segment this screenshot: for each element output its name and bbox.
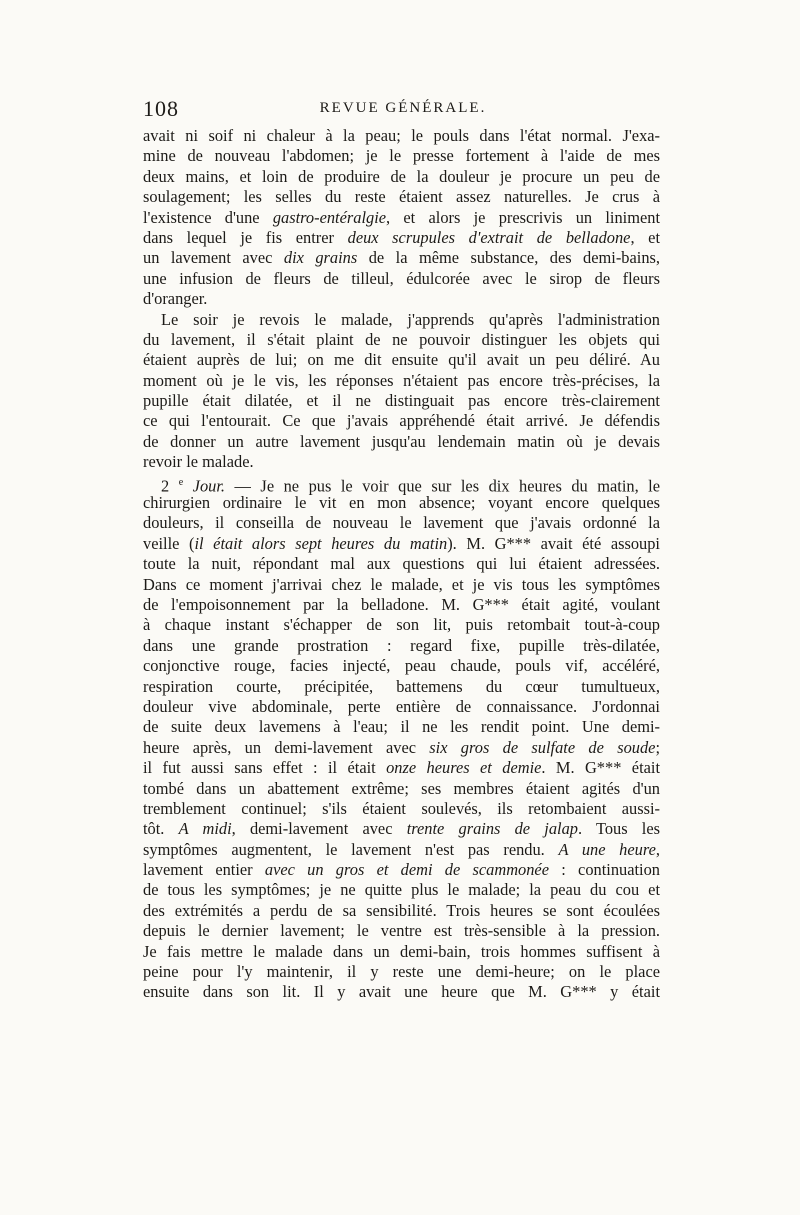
text-line: moment où je le vis, les réponses n'étaient pas encore très-précises, la: [143, 370, 660, 390]
text-segment: symptômes augmentent, le lavement n'est pas rendu.: [143, 839, 559, 859]
italic-text: Jour.: [183, 476, 226, 496]
text-line: douleur vive abdominale, perte entière de connaissance. J'ordonnai: [143, 696, 660, 716]
text-segment: un lavement avec: [143, 248, 284, 268]
text-line: [143, 248, 660, 268]
text-segment: : continuation: [548, 860, 660, 880]
text-segment: il fut aussi sans effet : il était: [143, 758, 387, 778]
italic-text: A midi: [178, 819, 232, 839]
text-segment: — Je ne pus le voir que sur les dix heures du matin, le: [225, 476, 661, 496]
italic-text: avec un gros et demi de scammonée: [264, 860, 549, 880]
italic-text: dix grains: [283, 248, 358, 268]
text-segment: veille (: [143, 533, 195, 553]
text-line: [143, 840, 660, 860]
text-line: [143, 819, 660, 839]
running-title: REVUE GÉNÉRALE.: [319, 100, 487, 116]
text-line: de suite deux lavemens à l'eau; il ne les rendit point. Une demi-: [143, 717, 660, 737]
text-segment: , et: [630, 227, 661, 247]
text-line: de l'empoisonnement par la belladone. M. G*** était agité, voulant: [143, 594, 660, 614]
text-line: Dans ce moment j'arrivai chez le malade, et je vis tous les symptômes: [143, 574, 660, 594]
text-line: à chaque instant s'échapper de son lit, puis retombait tout-à-coup: [143, 615, 660, 635]
text-line: Le soir je revois le malade, j'apprends qu'après l'administration: [161, 309, 660, 329]
italic-text: six gros de sulfate de soude: [429, 737, 656, 757]
body-text: [143, 126, 660, 1003]
text-line: ensuite dans son lit. Il y avait une heure que M. G*** y était: [143, 982, 660, 1002]
text-segment: ,: [655, 839, 660, 859]
text-segment: de la même substance, des demi-bains,: [357, 248, 660, 268]
italic-text: A une heure: [558, 839, 656, 859]
text-segment: l'existence d'une: [143, 207, 273, 227]
text-segment: , et alors je prescrivis un liniment: [386, 207, 660, 227]
text-segment: ). M. G*** avait été assoupi: [447, 533, 660, 553]
text-segment: e: [178, 476, 184, 488]
text-line: respiration courte, précipitée, battemens du cœur tumultueux,: [143, 676, 660, 696]
italic-text: gastro-entéralgie: [272, 207, 387, 227]
text-line: depuis le dernier lavement; le ventre est très-sensible à la pression.: [143, 921, 660, 941]
text-line: douleurs, il conseilla de nouveau le lavement que j'avais ordonné la: [143, 513, 660, 533]
text-line: Je fais mettre le malade dans un demi-bain, trois hommes suffisent à: [143, 941, 660, 961]
text-line: [143, 738, 660, 758]
text-segment: tôt.: [143, 819, 179, 839]
text-line: d'oranger.: [143, 289, 208, 309]
page-header: [143, 96, 663, 122]
text-line: mine de nouveau l'abdomen; je le presse fortement à l'aide de mes: [143, 146, 660, 166]
text-line: pupille était dilatée, et il ne distinguait pas encore très-clairement: [143, 391, 660, 411]
text-segment: . Tous les: [577, 819, 661, 839]
text-line: ce qui l'entourait. Ce que j'avais appréhendé était arrivé. Je défendis: [143, 411, 660, 431]
text-segment: 2: [161, 476, 179, 496]
text-line: étaient auprès de lui; on me dit ensuite qu'il avait un peu déliré. Au: [143, 350, 660, 370]
text-line: dans une grande prostration : regard fixe, pupille très-dilatée,: [143, 635, 660, 655]
page-number: 108: [143, 96, 179, 121]
text-line: avait ni soif ni chaleur à la peau; le pouls dans l'état normal. J'exa-: [143, 126, 660, 145]
text-line: peine pour l'y maintenir, il y reste une demi-heure; on le place: [143, 962, 660, 982]
text-segment: dans lequel je fis entrer: [143, 227, 348, 247]
italic-text: il était alors sept heures du matin: [194, 533, 448, 553]
text-line: deux mains, et loin de produire de la douleur je procure un peu de: [143, 166, 660, 186]
text-line: tremblement continuel; s'ils étaient soulevés, ils retombaient aussi-: [143, 798, 660, 818]
text-segment: . M. G*** était: [541, 758, 660, 778]
text-line: toute la nuit, répondant mal aux questions qui lui étaient adressées.: [143, 554, 660, 574]
text-segment: , demi-lavement avec: [231, 819, 407, 839]
text-line: [143, 534, 660, 554]
text-line: tombé dans un abattement extrême; ses membres étaient agités d'un: [143, 778, 660, 798]
text-line: des extrémités a perdu de sa sensibilité. Trois heures se sont écoulées: [143, 900, 660, 920]
text-line: de tous les symptômes; je ne quitte plus le malade; la peau du cou et: [143, 880, 660, 900]
text-line: chirurgien ordinaire le vit en mon absence; voyant encore quelques: [143, 493, 660, 513]
italic-text: trente grains de jalap: [406, 819, 578, 839]
italic-text: onze heures et demie: [386, 758, 542, 778]
text-line: du lavement, il s'était plaint de ne pouvoir distinguer les objets qui: [143, 329, 660, 349]
text-line: une infusion de fleurs de tilleul, édulcorée avec le sirop de fleurs: [143, 268, 660, 288]
text-line: revoir le malade.: [143, 452, 254, 472]
text-line: [143, 228, 660, 248]
text-line: soulagement; les selles du reste étaient assez naturelles. Je crus à: [143, 187, 660, 207]
italic-text: deux scrupules d'extrait de belladone: [347, 227, 631, 247]
text-line: conjonctive rouge, facies injecté, peau chaude, pouls vif, accéléré,: [143, 656, 660, 676]
text-line: de donner un autre lavement jusqu'au lendemain matin où je devais: [143, 431, 660, 451]
text-line: [143, 758, 660, 778]
text-segment: ;: [655, 737, 660, 757]
text-line: [143, 473, 661, 496]
text-segment: lavement entier: [143, 860, 265, 880]
text-line: [143, 208, 660, 228]
text-segment: heure après, un demi-lavement avec: [143, 737, 430, 757]
text-line: [143, 860, 660, 880]
